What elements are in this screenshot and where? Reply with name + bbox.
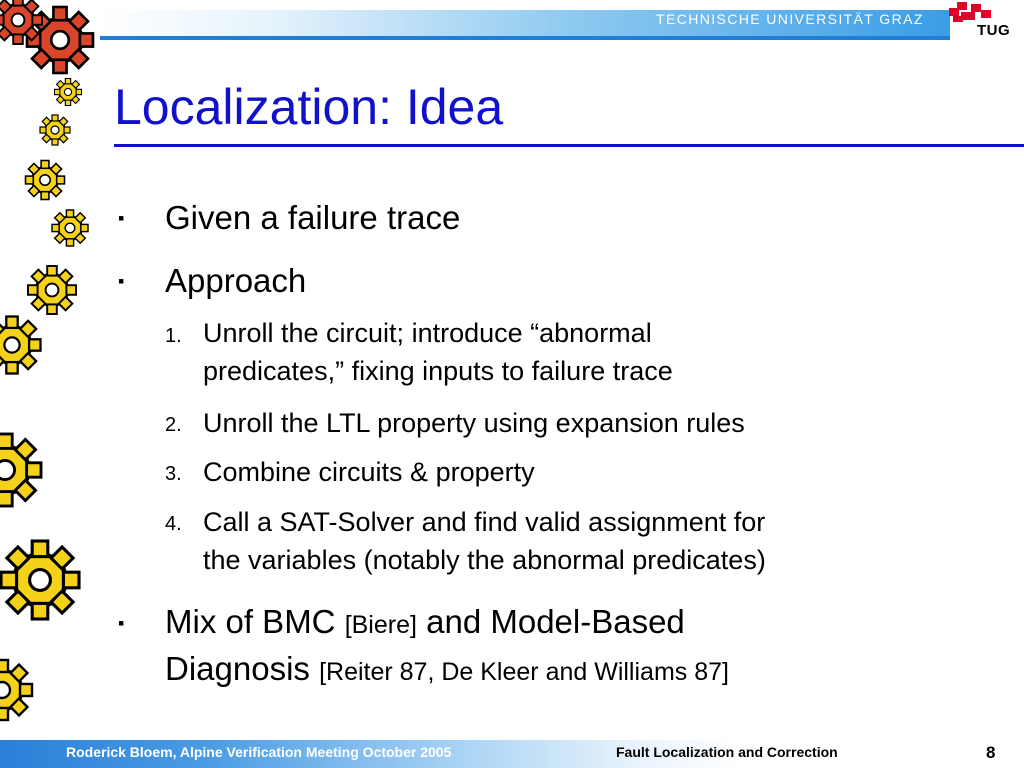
gears-decoration: [0, 0, 100, 745]
gear-icon: [0, 434, 41, 506]
step-text: Unroll the LTL property using expansion rules: [203, 408, 745, 438]
footer-author: Roderick Bloem, Alpine Verification Meeting October 2005: [66, 744, 452, 760]
gear-icon: [40, 115, 70, 145]
title-underline: [114, 144, 1024, 147]
gear-icon: [0, 317, 40, 374]
header-rule: [100, 36, 950, 40]
bullet-line: [165, 600, 985, 647]
text-span: Diagnosis: [165, 650, 320, 687]
step-line: the variables (notably the abnormal predicates): [203, 545, 766, 575]
bullet-text: Given a failure trace: [165, 199, 461, 236]
gear-icon: [52, 210, 88, 246]
gear-icon: [26, 161, 65, 200]
citation: [Reiter 87, De Kleer and Williams 87]: [319, 658, 729, 686]
step-number: 2.: [165, 414, 182, 436]
step-number: 3.: [165, 463, 182, 485]
gear-icon: [0, 660, 32, 720]
step-text: [203, 503, 963, 579]
header-bar: [0, 0, 1024, 42]
logo-text: TUG: [977, 22, 1011, 39]
citation: [Biere]: [344, 611, 417, 639]
bullet-line: [165, 647, 985, 694]
step-text: Combine circuits & property: [203, 457, 535, 487]
step-line: predicates,” fixing inputs to failure trace: [203, 356, 673, 386]
bullet-marker: ▪: [118, 613, 125, 633]
footer-title: Fault Localization and Correction: [616, 744, 838, 760]
step-number: 1.: [165, 325, 182, 347]
gear-icon: [28, 266, 76, 314]
gear-icon: [1, 541, 79, 619]
bullet-marker: ▪: [118, 208, 125, 228]
bullet-text: [165, 600, 985, 694]
text-span: and Model-Based: [416, 603, 685, 640]
slide-title: Localization: Idea: [114, 79, 504, 135]
step-number: 4.: [165, 513, 182, 535]
bullet-text: Approach: [165, 262, 307, 299]
step-line: Unroll the circuit; introduce “abnormal: [203, 318, 652, 348]
step-text: [203, 314, 963, 390]
page-number: 8: [986, 743, 996, 762]
university-name: TECHNISCHE UNIVERSITÄT GRAZ: [656, 11, 924, 27]
gear-icon: [55, 79, 82, 106]
text-span: Mix of BMC: [165, 603, 345, 640]
step-line: Call a SAT-Solver and find valid assignment for: [203, 507, 766, 537]
bullet-marker: ▪: [118, 271, 125, 291]
